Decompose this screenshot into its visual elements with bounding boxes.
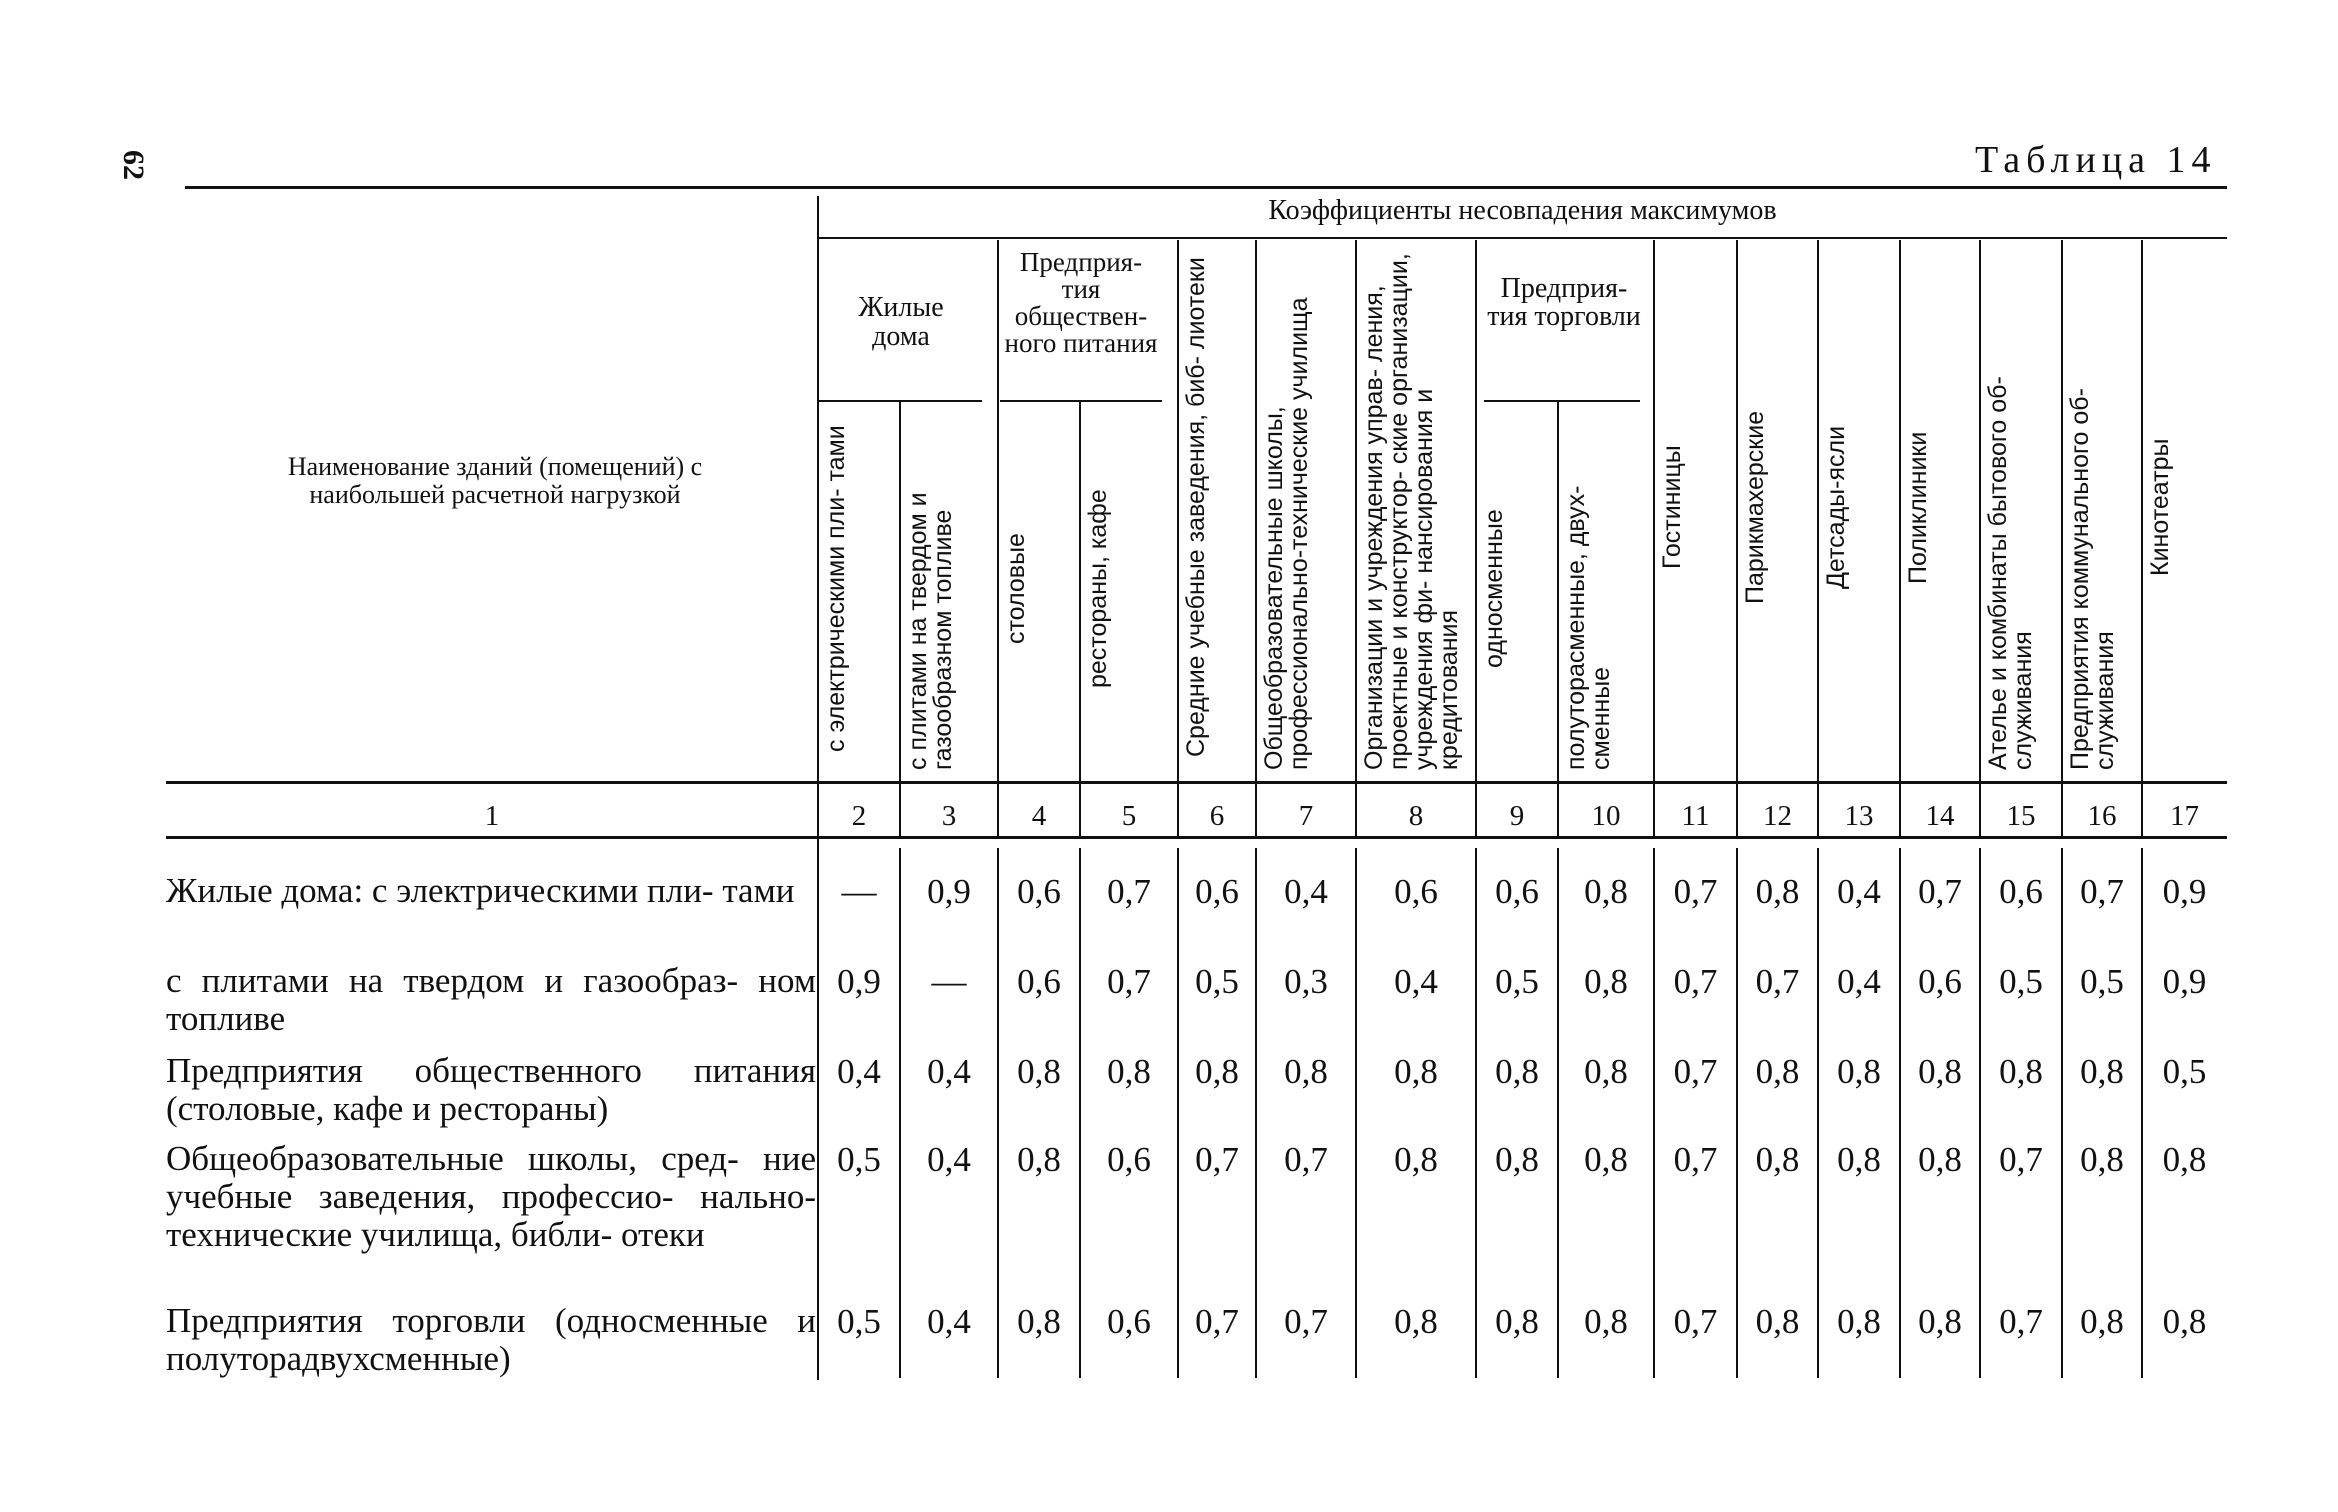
table-cell: 0,7	[1195, 1302, 1239, 1341]
column-rule-header	[1736, 240, 1738, 836]
column-number-12: 12	[1763, 800, 1792, 832]
group-header-catering: Предприя- тия обществен- ного питания	[1004, 247, 1158, 358]
table-cell: 0,5	[2080, 962, 2124, 1001]
column-number-8: 8	[1408, 800, 1424, 832]
column-number-15: 15	[2006, 800, 2036, 832]
column-rule-header	[1079, 400, 1081, 836]
table-cell: 0,3	[1284, 962, 1328, 1001]
table-cell: 0,4	[927, 1140, 971, 1179]
table-cell: 0,7	[1107, 872, 1151, 911]
column-header-16: Предприятия коммунального об- служивания	[2066, 388, 2119, 770]
table-cell: 0,9	[927, 872, 971, 911]
column-header-13: Детсады-ясли	[1822, 425, 1850, 590]
table-cell: 0,5	[837, 1140, 881, 1179]
table-cell: 0,5	[837, 1302, 881, 1341]
table-cell: 0,4	[1837, 872, 1881, 911]
column-rule-header	[1475, 240, 1477, 836]
column-rule-body	[1653, 848, 1655, 1378]
column-header-17: Кинотеатры	[2146, 438, 2174, 577]
column-rule-body	[2061, 848, 2063, 1378]
table-cell: 0,8	[2080, 1140, 2124, 1179]
column-number-7: 7	[1298, 800, 1314, 832]
table-cell: 0,8	[1755, 1140, 1800, 1179]
table-cell: 0,7	[2080, 872, 2124, 911]
row-label: Предприятия общественного питания (столовые, кафе и рестораны)	[166, 1051, 816, 1128]
table-cell: 0,7	[1999, 1302, 2043, 1341]
column-rule-main	[817, 196, 819, 1380]
page-number: 62	[117, 150, 150, 180]
row-label: с плитами на твердом и газообраз- ном топливе	[166, 961, 816, 1038]
table-cell: —	[841, 872, 877, 911]
table-cell: 0,8	[1918, 1302, 1962, 1341]
table-cell: 0,8	[1584, 872, 1628, 911]
table-cell: 0,6	[1999, 872, 2043, 911]
column-number-3: 3	[941, 800, 957, 832]
table-cell: 0,6	[1107, 1140, 1151, 1179]
table-cell: 0,7	[1673, 1052, 1718, 1091]
table-cell: 0,6	[1918, 962, 1962, 1001]
column-header-4: столовые	[1002, 533, 1030, 645]
table-cell: 0,6	[1495, 872, 1539, 911]
table-cell: 0,8	[1837, 1140, 1881, 1179]
table-cell: 0,8	[1755, 872, 1800, 911]
table-cell: 0,9	[837, 962, 881, 1001]
column-number-9: 9	[1509, 800, 1525, 832]
column-header-15: Ателье и комбинаты бытового об- служивания	[1984, 376, 2037, 770]
table-cell: 0,7	[1284, 1140, 1328, 1179]
table-cell: 0,8	[1755, 1052, 1800, 1091]
table-cell: 0,8	[1394, 1140, 1438, 1179]
column-rule-header	[2061, 240, 2063, 836]
table-cell: —	[931, 962, 967, 1001]
column-number-2: 2	[851, 800, 867, 832]
table-cell: 0,5	[2162, 1052, 2207, 1091]
table-cell: 0,8	[1755, 1302, 1800, 1341]
column-rule-header	[1255, 240, 1257, 836]
subgroup-rule-catering	[1000, 400, 1162, 402]
table-cell: 0,8	[1017, 1052, 1061, 1091]
column-header-2: с электрическими пли- тами	[822, 425, 850, 753]
column-header-6: Средние учебные заведения, биб- лиотеки	[1182, 257, 1210, 758]
table-cell: 0,6	[1195, 872, 1239, 911]
table-cell: 0,8	[2080, 1052, 2124, 1091]
column-rule-body	[1177, 848, 1179, 1378]
table-cell: 0,8	[1918, 1052, 1962, 1091]
column-number-5: 5	[1121, 800, 1137, 832]
column-rule-body	[899, 848, 901, 1378]
column-rule-body	[1899, 848, 1901, 1378]
table-cell: 0,5	[1195, 962, 1239, 1001]
table-cell: 0,4	[837, 1052, 881, 1091]
table-cell: 0,8	[1837, 1302, 1881, 1341]
column-rule-body	[1475, 848, 1477, 1378]
column-number-1: 1	[484, 800, 500, 832]
column-header-9: односменные	[1480, 509, 1508, 669]
table-cell: 0,7	[1918, 872, 1962, 911]
column-number-10: 10	[1591, 800, 1621, 832]
table-cell: 0,9	[2162, 872, 2207, 911]
table-cell: 0,8	[2162, 1140, 2207, 1179]
column-rule-body	[1557, 848, 1559, 1378]
table-cell: 0,8	[2162, 1302, 2207, 1341]
table-cell: 0,8	[1584, 1302, 1628, 1341]
table-cell: 0,7	[1284, 1302, 1328, 1341]
column-number-14: 14	[1925, 800, 1955, 832]
column-header-5: рестораны, кафе	[1084, 489, 1112, 689]
table-cell: 0,8	[1495, 1140, 1539, 1179]
subgroup-rule-trade	[1484, 400, 1640, 402]
table-cell: 0,6	[1017, 962, 1061, 1001]
group-header-residential: Жилые дома	[858, 292, 944, 352]
column-header-3: с плитами на твердом и газообразном топливе	[904, 492, 957, 770]
table-cell: 0,7	[1999, 1140, 2043, 1179]
column-number-6: 6	[1209, 800, 1225, 832]
column-header-7: Общеобразовательные школы, профессионально-технические училища	[1260, 297, 1313, 770]
table-cell: 0,9	[2162, 962, 2207, 1001]
row-label: Предприятия торговли (односменные и полуторадвухсменные)	[166, 1301, 816, 1378]
column-header-10: полуторасменные, двух- сменные	[1562, 485, 1615, 770]
column-rule-header	[1817, 240, 1819, 836]
column-number-17: 17	[2170, 800, 2199, 832]
top-rule	[185, 186, 2227, 189]
table-cell: 0,8	[1584, 1140, 1628, 1179]
table-cell: 0,7	[1673, 1140, 1718, 1179]
table-cell: 0,8	[2080, 1302, 2124, 1341]
table-cell: 0,7	[1755, 962, 1800, 1001]
table-title: Таблица 14	[1975, 139, 2217, 181]
table-cell: 0,7	[1673, 1302, 1718, 1341]
table-cell: 0,6	[1394, 872, 1438, 911]
column-number-11: 11	[1681, 800, 1710, 832]
main-group-header: Коэффициенты несовпадения максимумов	[1268, 195, 1777, 226]
column-rule-header	[1653, 240, 1655, 836]
column-rule-header	[1177, 240, 1179, 836]
table-cell: 0,8	[1394, 1052, 1438, 1091]
column-rule-body	[1736, 848, 1738, 1378]
group-header-trade: Предприя- тия торговли	[1487, 273, 1641, 332]
table-cell: 0,8	[1495, 1302, 1539, 1341]
table-cell: 0,8	[1017, 1302, 1061, 1341]
column-rule-body	[1979, 848, 1981, 1378]
table-cell: 0,4	[1837, 962, 1881, 1001]
header-bottom-rule	[166, 781, 2227, 784]
column-rule-body	[997, 848, 999, 1378]
table-cell: 0,7	[1673, 872, 1718, 911]
table-cell: 0,6	[1017, 872, 1061, 911]
column-rule-header	[1557, 400, 1559, 836]
column-rule-body	[1079, 848, 1081, 1378]
table-cell: 0,4	[927, 1302, 971, 1341]
table-cell: 0,8	[1284, 1052, 1328, 1091]
column-header-12: Парикмахерские	[1741, 410, 1769, 605]
table-cell: 0,8	[1107, 1052, 1151, 1091]
table-cell: 0,4	[927, 1052, 971, 1091]
table-cell: 0,8	[1017, 1140, 1061, 1179]
column-rule-header	[899, 400, 901, 836]
column-rule-body	[1255, 848, 1257, 1378]
numbers-bottom-rule	[166, 836, 2227, 839]
column-number-4: 4	[1031, 800, 1047, 832]
table-cell: 0,8	[1837, 1052, 1881, 1091]
name-column-header: Наименование зданий (помещений) с наибольшей расчетной нагрузкой	[287, 452, 703, 509]
column-rule-header	[2141, 240, 2143, 836]
column-header-14: Поликлиники	[1904, 431, 1932, 584]
table-cell: 0,8	[1918, 1140, 1962, 1179]
column-number-16: 16	[2087, 800, 2117, 832]
table-cell: 0,8	[1195, 1052, 1239, 1091]
column-rule-header	[1899, 240, 1901, 836]
table-cell: 0,4	[1284, 872, 1328, 911]
column-header-11: Гостиницы	[1658, 445, 1686, 570]
table-cell: 0,8	[1999, 1052, 2043, 1091]
table-cell: 0,5	[1495, 962, 1539, 1001]
table-cell: 0,8	[1394, 1302, 1438, 1341]
main-group-rule	[818, 237, 2227, 239]
column-number-13: 13	[1844, 800, 1874, 832]
column-rule-body	[1355, 848, 1357, 1378]
table-cell: 0,7	[1673, 962, 1718, 1001]
table-cell: 0,4	[1394, 962, 1438, 1001]
column-rule-header	[1979, 240, 1981, 836]
column-rule-header	[1355, 240, 1357, 836]
column-header-8: Организации и учреждения управ- ления, проектные и конструктор- ские организации, учреждения фи- нансирования и кредитования	[1360, 253, 1463, 770]
row-label: Жилые дома: с электрическими пли- тами	[166, 871, 795, 910]
row-label: Общеобразовательные школы, сред- ние учебные заведения, профессио- нально-технические училища, библи- отеки	[166, 1139, 816, 1254]
table-cell: 0,8	[1584, 1052, 1628, 1091]
column-rule-body	[2141, 848, 2143, 1378]
table-cell: 0,7	[1195, 1140, 1239, 1179]
table-cell: 0,7	[1107, 962, 1151, 1001]
column-rule-body	[1817, 848, 1819, 1378]
table-cell: 0,8	[1584, 962, 1628, 1001]
table-cell: 0,6	[1107, 1302, 1151, 1341]
table-cell: 0,8	[1495, 1052, 1539, 1091]
table-cell: 0,5	[1999, 962, 2043, 1001]
